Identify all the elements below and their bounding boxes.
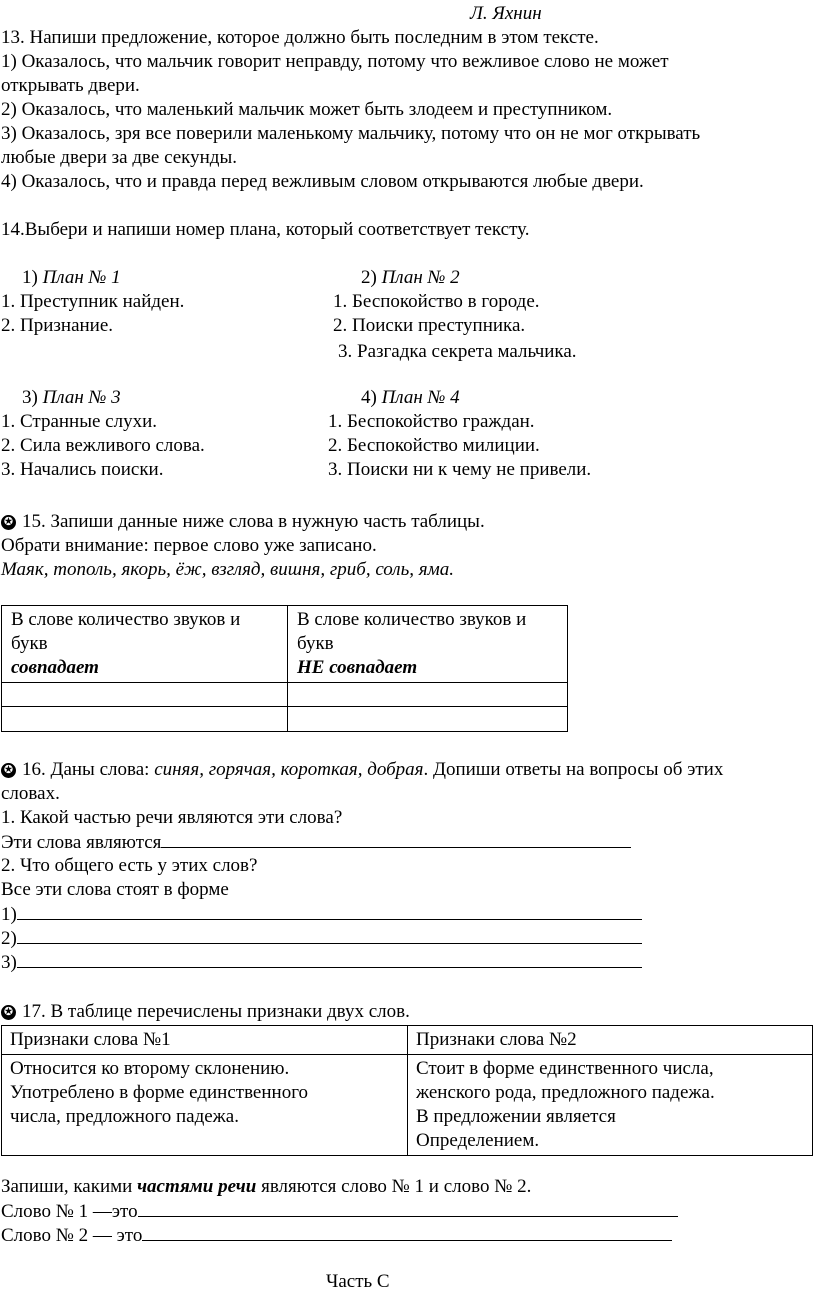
word-2-features bbox=[408, 1055, 813, 1156]
plan-1-item: 2. Признание. bbox=[1, 315, 114, 336]
table-header-row bbox=[2, 1026, 813, 1055]
answer-blank[interactable] bbox=[142, 1223, 672, 1241]
q16-prefix: 16. Даны слова: bbox=[22, 759, 155, 780]
q16-suffix: . Допиши ответы на вопросы об этих bbox=[423, 759, 724, 780]
q16-blank-2-line bbox=[1, 926, 642, 951]
answer-blank[interactable] bbox=[161, 830, 631, 848]
q17-task bbox=[1, 1175, 531, 1199]
q13-option-4: 4) Оказалось, что и правда перед вежливым словом открываются любые двери. bbox=[1, 171, 644, 192]
q13-option-3-line-1: 3) Оказалось, зря все поверили маленькому мальчику, потому что он не мог открывать bbox=[1, 123, 701, 144]
answer-cell[interactable] bbox=[2, 707, 288, 732]
plan-2-item: 1. Беспокойство в городе. bbox=[333, 291, 540, 312]
plan-4-item: 3. Поиски ни к чему не привели. bbox=[328, 459, 592, 480]
star-icon: ✪ bbox=[1, 515, 16, 530]
part-c-heading: Часть С bbox=[326, 1271, 390, 1292]
feature-line: Относится ко второму склонению. bbox=[10, 1058, 290, 1079]
q15-question-line bbox=[1, 510, 485, 534]
table-header-row bbox=[2, 606, 568, 683]
plan-2-heading bbox=[361, 266, 460, 290]
q16-sub-question-2: 2. Что общего есть у этих слов? bbox=[1, 855, 258, 876]
plan-3-title: План № 3 bbox=[42, 387, 121, 408]
column-header-text: В слове количество звуков и букв bbox=[11, 609, 241, 654]
answer-prompt: Слово № 2 — это bbox=[1, 1225, 143, 1246]
answer-prompt: Эти слова являются bbox=[1, 832, 162, 853]
plan-1-heading bbox=[22, 266, 121, 290]
answer-cell[interactable] bbox=[288, 683, 568, 707]
answer-cell[interactable] bbox=[2, 683, 288, 707]
q13-option-1-line-2: открывать двери. bbox=[1, 75, 140, 96]
q13-option-3-line-2: любые двери за две секунды. bbox=[1, 147, 237, 168]
answer-blank[interactable] bbox=[17, 902, 642, 920]
blank-number: 3) bbox=[1, 952, 17, 973]
plan-1-number: 1) bbox=[22, 267, 43, 288]
plan-4-item: 1. Беспокойство граждан. bbox=[328, 411, 535, 432]
blank-number: 1) bbox=[1, 904, 17, 925]
q15-note: Обрати внимание: первое слово уже записано. bbox=[1, 535, 377, 556]
q13-option-1-line-1: 1) Оказалось, что мальчик говорит неправду, потому что вежливое слово не может bbox=[1, 51, 669, 72]
column-header-emphasis: НЕ совпадает bbox=[297, 657, 418, 678]
q17-column-1-header: Признаки слова №1 bbox=[2, 1026, 408, 1055]
plan-3-item: 2. Сила вежливого слова. bbox=[1, 435, 205, 456]
plan-2-number: 2) bbox=[361, 267, 382, 288]
plan-1-title: План № 1 bbox=[42, 267, 121, 288]
feature-line: Употреблено в форме единственного bbox=[10, 1082, 309, 1103]
plan-4-title: План № 4 bbox=[381, 387, 460, 408]
answer-prompt: Слово № 1 —это bbox=[1, 1201, 138, 1222]
task-text: Запиши, какими bbox=[1, 1176, 138, 1197]
column-header-text: В слове количество звуков и букв bbox=[297, 609, 527, 654]
table-row bbox=[2, 1055, 813, 1156]
plan-3-item: 3. Начались поиски. bbox=[1, 459, 164, 480]
q16-words: синяя, горячая, короткая, добрая bbox=[154, 759, 424, 780]
plan-2-item: 3. Разгадка секрета мальчика. bbox=[338, 341, 577, 362]
answer-blank[interactable] bbox=[17, 950, 642, 968]
plan-3-item: 1. Странные слухи. bbox=[1, 411, 158, 432]
star-icon: ✪ bbox=[1, 1005, 16, 1020]
q16-blank-3-line bbox=[1, 950, 642, 975]
word-1-answer-line bbox=[1, 1199, 678, 1224]
blank-number: 2) bbox=[1, 928, 17, 949]
word-2-answer-line bbox=[1, 1223, 672, 1248]
q14-question: 14.Выбери и напиши номер плана, который соответствует тексту. bbox=[1, 219, 530, 240]
q17-question-line bbox=[1, 1000, 410, 1024]
feature-line: числа, предложного падежа. bbox=[10, 1106, 239, 1127]
star-icon: ✪ bbox=[1, 763, 16, 778]
plan-4-item: 2. Беспокойство милиции. bbox=[328, 435, 540, 456]
q17-question: 17. В таблице перечислены признаки двух слов. bbox=[22, 1001, 410, 1022]
feature-line: В предложении является bbox=[416, 1106, 616, 1127]
answer-blank[interactable] bbox=[17, 926, 642, 944]
q15-column-1-header bbox=[2, 606, 288, 683]
q15-column-2-header bbox=[288, 606, 568, 683]
q17-column-2-header: Признаки слова №2 bbox=[408, 1026, 813, 1055]
q15-table bbox=[1, 605, 568, 732]
task-emphasis: частями речи bbox=[137, 1176, 257, 1197]
feature-line: Стоит в форме единственного числа, bbox=[416, 1058, 714, 1079]
plan-3-heading bbox=[22, 386, 121, 410]
q17-table bbox=[1, 1025, 813, 1156]
feature-line: Определением. bbox=[416, 1130, 540, 1151]
q15-question: 15. Запиши данные ниже слова в нужную часть таблицы. bbox=[22, 511, 485, 532]
plan-2-title: План № 2 bbox=[381, 267, 460, 288]
plan-1-item: 1. Преступник найден. bbox=[1, 291, 185, 312]
q13-option-2: 2) Оказалось, что маленький мальчик может быть злодеем и преступником. bbox=[1, 99, 613, 120]
q13-question: 13. Напиши предложение, которое должно быть последним в этом тексте. bbox=[1, 27, 599, 48]
plan-2-item: 2. Поиски преступника. bbox=[333, 315, 526, 336]
plan-3-number: 3) bbox=[22, 387, 43, 408]
answer-blank[interactable] bbox=[138, 1199, 678, 1217]
task-text: являются слово № 1 и слово № 2. bbox=[256, 1176, 532, 1197]
feature-line: женского рода, предложного падежа. bbox=[416, 1082, 715, 1103]
table-row bbox=[2, 683, 568, 707]
plan-4-heading bbox=[361, 386, 460, 410]
q16-suffix-line-2: словах. bbox=[1, 783, 60, 804]
plan-4-number: 4) bbox=[361, 387, 382, 408]
author-name: Л. Яхнин bbox=[470, 3, 542, 24]
column-header-emphasis: совпадает bbox=[11, 657, 99, 678]
q16-question-line bbox=[1, 758, 723, 782]
word-1-features bbox=[2, 1055, 408, 1156]
q16-sub-question-1: 1. Какой частью речи являются эти слова? bbox=[1, 807, 343, 828]
answer-cell[interactable] bbox=[288, 707, 568, 732]
q16-blank-1-line bbox=[1, 902, 642, 927]
table-row bbox=[2, 707, 568, 732]
q16-answer-1-line bbox=[1, 830, 631, 855]
q15-words: Маяк, тополь, якорь, ёж, взгляд, вишня, гриб, соль, яма. bbox=[1, 559, 454, 580]
q16-answer-2-prompt: Все эти слова стоят в форме bbox=[1, 879, 229, 900]
